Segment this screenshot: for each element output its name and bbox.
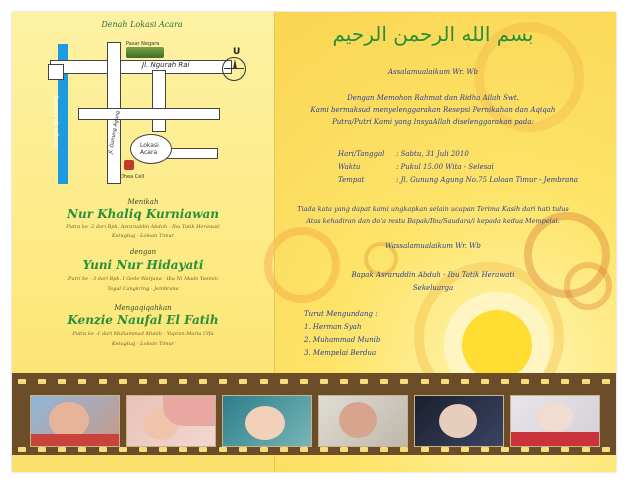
time-value: : Pukul 15.00 Wita - Selesai (396, 163, 494, 171)
place-label: Tempat (338, 176, 365, 184)
location-map (12, 12, 274, 212)
dengan-heading: dengan (129, 248, 157, 256)
intro-line-2: Kami bermaksud menyelenggarakan Resepsi Pernikahan dan Aqiqah (310, 106, 556, 114)
pasar-building (126, 47, 164, 58)
turut-item-1: 1. Herman Syah (304, 323, 362, 331)
baby-photo-3 (222, 395, 312, 447)
shop-marker (124, 160, 134, 170)
film-holes-bottom (18, 447, 610, 453)
pasar-label: Pasar Negara (126, 41, 160, 47)
place-value: : Jl. Gunung Agung No.75 Loloan Timur - Jembrana (396, 176, 578, 184)
road-ngurah-rai (50, 60, 232, 74)
location-label-2: Acara (140, 149, 158, 156)
info-day (338, 150, 469, 158)
child-name: Kenzie Naufal El Fatih (67, 313, 219, 327)
map-title: Denah Lokasi Acara (101, 20, 183, 29)
location-label-1: Lokasi (140, 142, 159, 149)
menikah-heading: Menikah (127, 198, 159, 206)
shop-label: Dhea Cell (120, 174, 145, 180)
groom-parents: Putra ke -2 dari Bpk. Asraruddin Abduh - Ibu Tatik Herawati (66, 224, 220, 230)
intro-line-3: Putra/Putri Kami yang InsyaAllah diselenggarakan pada: (332, 118, 534, 126)
bride-name: Yuni Nur Hidayati (82, 258, 204, 272)
road-cross (78, 108, 220, 120)
groom-address: Ketugtug - Loloan Timur (111, 233, 175, 239)
film-strip (12, 373, 616, 455)
greeting: Assalamualaikum Wr. Wb (388, 68, 478, 76)
info-place (338, 176, 578, 184)
baby-photo-1 (30, 395, 120, 447)
child-address: Ketugtug - Loloan Timur (111, 341, 175, 347)
compass-north: U (233, 47, 241, 57)
compass-icon (222, 57, 246, 81)
info-time (338, 163, 494, 171)
closing-line-1: Tiada kata yang dapat kami ungkapkan selain ucapan Terima Kasih dari hati tulus (297, 205, 569, 213)
intro-line-1: Dengan Memohon Rahmat dan Ridha Allah Swt. (347, 94, 519, 102)
closing-line-2: Atas kehadiran dan do'a restu Bapak/Ibu/Saudara/i kepada kedua Mempelai. (306, 217, 560, 225)
road-side-1 (152, 70, 166, 132)
road-label-main: Jl. Ngurah Rai (142, 61, 190, 69)
turut-item-3: 3. Mempelai Berdua (304, 349, 377, 357)
host-names: Bapak Asraruddin Abduh - Ibu Tatik Herawati (351, 271, 515, 279)
time-label: Waktu (338, 163, 361, 171)
child-parents: Putra ke -1 dari Muhammad Munib - Yupran Maria Ulfa (72, 331, 214, 337)
river-label: Sungai Ijo Gading (52, 95, 59, 149)
turut-heading: Turut Mengundang : (304, 310, 378, 318)
location-bubble (130, 134, 172, 164)
day-label: Hari/Tanggal (338, 150, 385, 158)
baby-photo-6 (510, 395, 600, 447)
road-label-vertical: Jl. Gunung Agung (107, 110, 122, 154)
day-value: : Sabtu, 31 Juli 2010 (396, 150, 469, 158)
baby-photo-4 (318, 395, 408, 447)
aqiqah-heading: Mengaqiqahkan (114, 304, 172, 312)
groom-name: Nur Khaliq Kurniawan (67, 207, 219, 221)
bismillah-calligraphy: بسم الله الرحمن الرحيم (332, 22, 534, 46)
bride-address: Tegal Cangkring - Jembrana (107, 286, 179, 292)
turut-item-2: 2. Muhammad Munib (304, 336, 381, 344)
baby-photo-5 (414, 395, 504, 447)
road-end (48, 64, 64, 80)
film-holes-top (18, 379, 610, 385)
bride-parents: Putri ke - 3 dari Bpk. I Gede Warjana - Ibu Ni Made Yasmin (67, 276, 218, 282)
salam: Wassalamualaikum Wr. Wb (385, 242, 481, 250)
host-family: Sekeluarga (412, 284, 454, 292)
baby-photo-2 (126, 395, 216, 447)
